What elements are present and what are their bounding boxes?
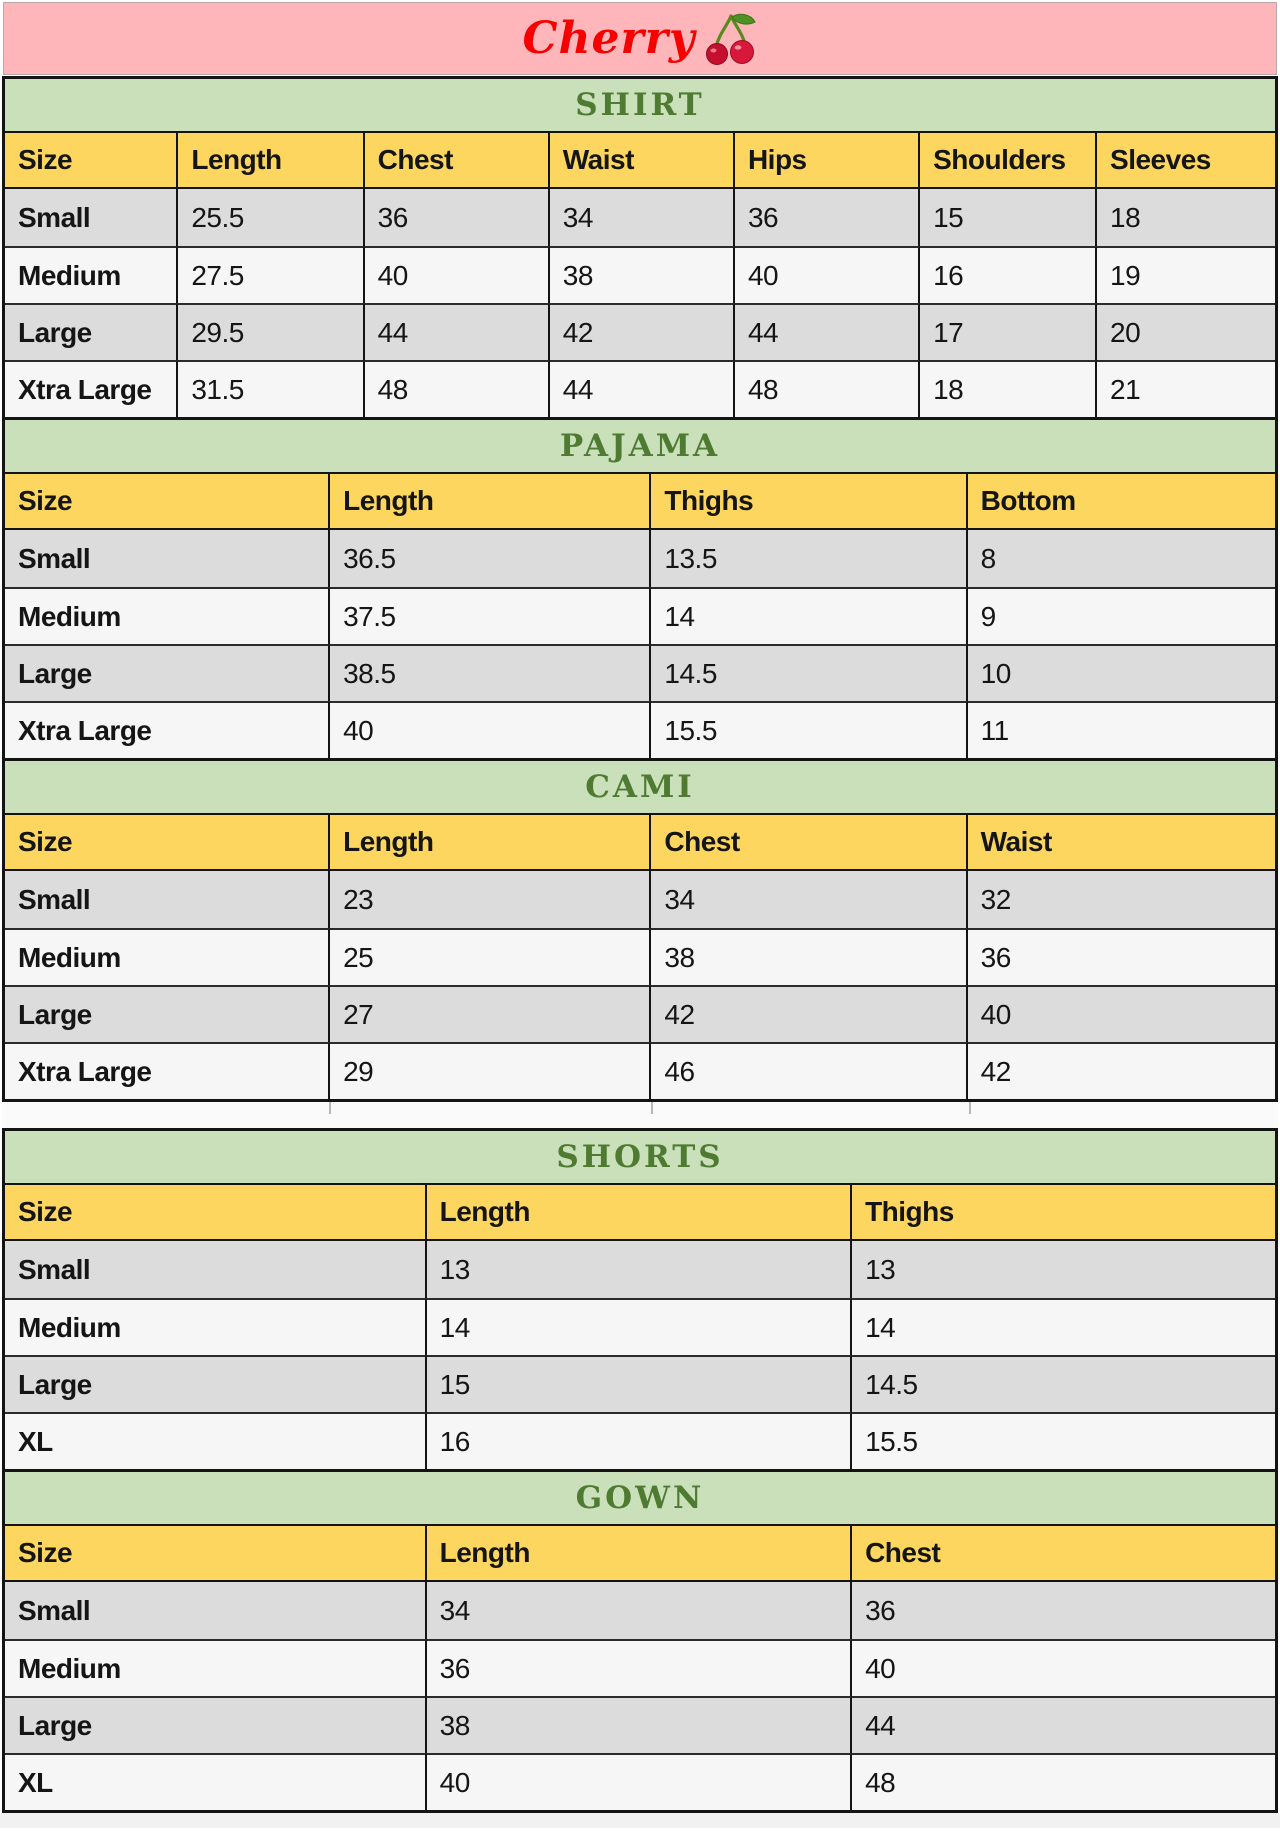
row-size-label: Small (5, 189, 178, 246)
column-header: Thighs (651, 474, 967, 530)
measurement-value: 38 (427, 1696, 852, 1753)
measurement-value: 48 (735, 360, 920, 417)
measurement-value: 13 (427, 1241, 852, 1298)
measurement-value: 14.5 (852, 1355, 1275, 1412)
size-table-pajama (5, 417, 1275, 758)
measurement-value: 15.5 (651, 701, 967, 758)
column-header: Thighs (852, 1185, 1275, 1241)
column-header: Chest (852, 1526, 1275, 1582)
measurement-value: 17 (920, 303, 1097, 360)
row-size-label: Large (5, 985, 330, 1042)
measurement-value: 15 (427, 1355, 852, 1412)
row-size-label: Medium (5, 1298, 427, 1355)
size-table-shorts (5, 1131, 1275, 1469)
row-size-label: Medium (5, 246, 178, 303)
column-header: Length (178, 133, 364, 189)
measurement-value: 46 (651, 1042, 967, 1099)
measurement-value: 25 (330, 928, 651, 985)
measurement-value: 40 (852, 1639, 1275, 1696)
row-size-label: Medium (5, 587, 330, 644)
measurement-value: 32 (968, 871, 1275, 928)
gap-divider-line (969, 1102, 971, 1114)
table-grid (5, 133, 1275, 417)
column-header: Length (427, 1526, 852, 1582)
measurement-value: 13 (852, 1241, 1275, 1298)
gap-divider-line (651, 1102, 653, 1114)
measurement-value: 16 (427, 1412, 852, 1469)
measurement-value: 29 (330, 1042, 651, 1099)
measurement-value: 42 (968, 1042, 1275, 1099)
size-table-gown (5, 1469, 1275, 1810)
measurement-value: 37.5 (330, 587, 651, 644)
row-size-label: Large (5, 1355, 427, 1412)
table-group-gap (2, 1102, 1278, 1128)
measurement-value: 18 (920, 360, 1097, 417)
column-header: Length (330, 815, 651, 871)
brand-banner (3, 2, 1277, 75)
row-size-label: Xtra Large (5, 1042, 330, 1099)
table-title: SHORTS (5, 1131, 1275, 1185)
row-size-label: Large (5, 1696, 427, 1753)
size-table-cami (5, 758, 1275, 1099)
column-header: Waist (968, 815, 1275, 871)
measurement-value: 40 (735, 246, 920, 303)
measurement-value: 14.5 (651, 644, 967, 701)
measurement-value: 40 (365, 246, 550, 303)
row-size-label: Large (5, 303, 178, 360)
column-header: Waist (550, 133, 735, 189)
measurement-value: 19 (1097, 246, 1275, 303)
measurement-value: 16 (920, 246, 1097, 303)
measurement-value: 21 (1097, 360, 1275, 417)
measurement-value: 34 (651, 871, 967, 928)
measurement-value: 36 (735, 189, 920, 246)
column-header: Sleeves (1097, 133, 1275, 189)
measurement-value: 27.5 (178, 246, 364, 303)
table-title: PAJAMA (5, 420, 1275, 474)
measurement-value: 14 (427, 1298, 852, 1355)
measurement-value: 36 (427, 1639, 852, 1696)
column-header: Shoulders (920, 133, 1097, 189)
measurement-value: 10 (968, 644, 1275, 701)
measurement-value: 14 (852, 1298, 1275, 1355)
table-title: GOWN (5, 1472, 1275, 1526)
measurement-value: 20 (1097, 303, 1275, 360)
row-size-label: Medium (5, 1639, 427, 1696)
measurement-value: 36.5 (330, 530, 651, 587)
column-header: Length (427, 1185, 852, 1241)
measurement-value: 27 (330, 985, 651, 1042)
measurement-value: 38.5 (330, 644, 651, 701)
measurement-value: 40 (330, 701, 651, 758)
row-size-label: Small (5, 871, 330, 928)
measurement-value: 34 (427, 1582, 852, 1639)
row-size-label: Medium (5, 928, 330, 985)
row-size-label: Xtra Large (5, 701, 330, 758)
size-tables-group-bottom (2, 1128, 1278, 1813)
size-table-shirt (5, 79, 1275, 417)
table-title: SHIRT (5, 79, 1275, 133)
row-size-label: XL (5, 1412, 427, 1469)
measurement-value: 15 (920, 189, 1097, 246)
table-grid (5, 474, 1275, 758)
measurement-value: 38 (651, 928, 967, 985)
measurement-value: 44 (365, 303, 550, 360)
column-header: Size (5, 1185, 427, 1241)
column-header: Size (5, 474, 330, 530)
row-size-label: Small (5, 530, 330, 587)
measurement-value: 36 (852, 1582, 1275, 1639)
measurement-value: 36 (968, 928, 1275, 985)
column-header: Chest (651, 815, 967, 871)
column-header: Chest (365, 133, 550, 189)
size-chart-page (0, 2, 1280, 1828)
column-header: Hips (735, 133, 920, 189)
measurement-value: 18 (1097, 189, 1275, 246)
brand-title: Cherry (522, 12, 696, 64)
measurement-value: 36 (365, 189, 550, 246)
measurement-value: 11 (968, 701, 1275, 758)
column-header: Size (5, 133, 178, 189)
measurement-value: 31.5 (178, 360, 364, 417)
measurement-value: 15.5 (852, 1412, 1275, 1469)
column-header: Length (330, 474, 651, 530)
measurement-value: 8 (968, 530, 1275, 587)
row-size-label: Small (5, 1241, 427, 1298)
measurement-value: 48 (852, 1753, 1275, 1810)
measurement-value: 40 (968, 985, 1275, 1042)
measurement-value: 13.5 (651, 530, 967, 587)
measurement-value: 23 (330, 871, 651, 928)
row-size-label: Xtra Large (5, 360, 178, 417)
row-size-label: Small (5, 1582, 427, 1639)
measurement-value: 38 (550, 246, 735, 303)
measurement-value: 25.5 (178, 189, 364, 246)
row-size-label: Large (5, 644, 330, 701)
measurement-value: 40 (427, 1753, 852, 1810)
table-grid (5, 1185, 1275, 1469)
measurement-value: 42 (651, 985, 967, 1042)
gap-divider-line (329, 1102, 331, 1114)
measurement-value: 34 (550, 189, 735, 246)
column-header: Bottom (968, 474, 1275, 530)
measurement-value: 14 (651, 587, 967, 644)
bottom-strip (0, 1813, 1280, 1828)
column-header: Size (5, 1526, 427, 1582)
measurement-value: 29.5 (178, 303, 364, 360)
measurement-value: 44 (852, 1696, 1275, 1753)
measurement-value: 9 (968, 587, 1275, 644)
row-size-label: XL (5, 1753, 427, 1810)
size-tables-group-top (2, 76, 1278, 1102)
table-grid (5, 1526, 1275, 1810)
measurement-value: 44 (550, 360, 735, 417)
measurement-value: 44 (735, 303, 920, 360)
column-header: Size (5, 815, 330, 871)
table-grid (5, 815, 1275, 1099)
cherry-icon (705, 12, 757, 68)
measurement-value: 48 (365, 360, 550, 417)
measurement-value: 42 (550, 303, 735, 360)
table-title: CAMI (5, 761, 1275, 815)
